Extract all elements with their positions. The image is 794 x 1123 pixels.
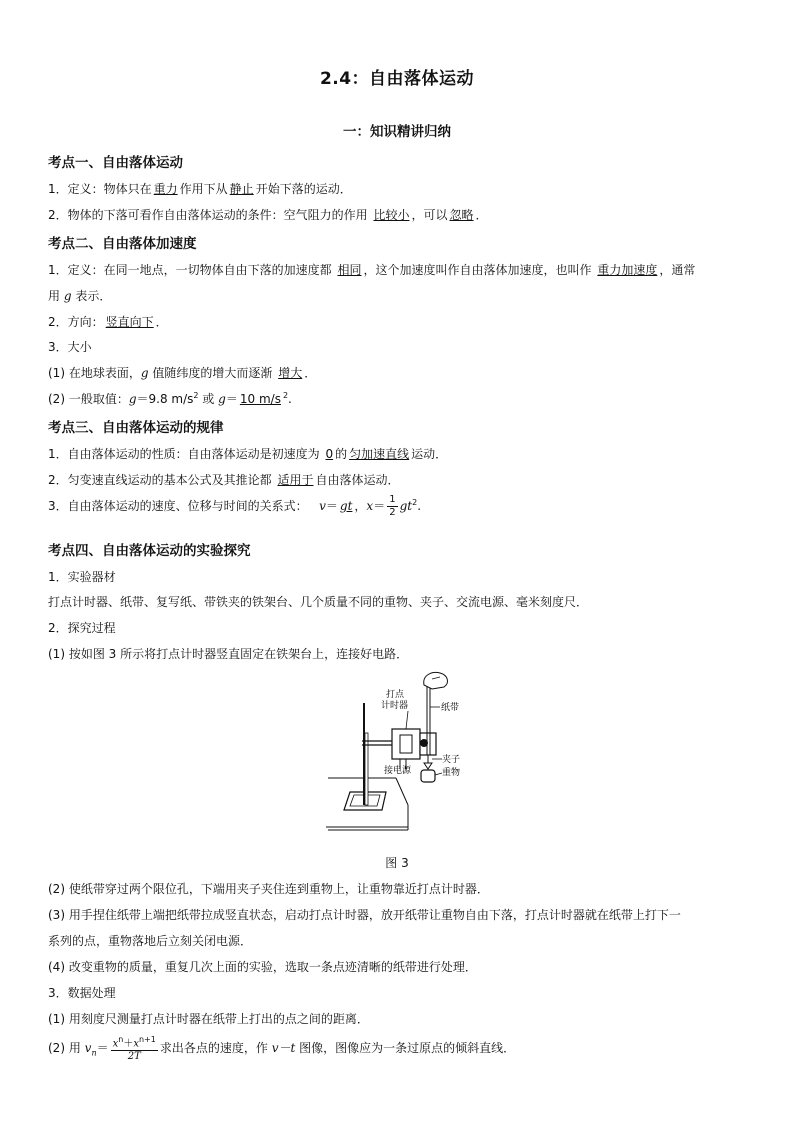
s1-line2: 2．物体的下落可看作自由落体运动的条件：空气阻力的作用 比较小 ，可以 忽略 ． bbox=[48, 208, 488, 222]
heading-s3: 考点三、自由落体运动的规律 bbox=[48, 420, 224, 436]
heading-s4: 考点四、自由落体运动的实验探究 bbox=[48, 543, 251, 559]
s4-line4: (1) 按如图 3 所示将打点计时器竖直固定在铁架台上，连接好电路． bbox=[48, 647, 409, 661]
label-timer-1: 打点 bbox=[386, 690, 405, 700]
s4-line2: 打点计时器、纸带、复写纸、带铁夹的铁架台、几个质量不同的重物、夹子、交流电源、毫米刻度尺． bbox=[48, 595, 589, 609]
s4-line6b: 系列的点，重物落地后立刻关闭电源． bbox=[48, 934, 253, 948]
s2-line1b: 用 g 表示． bbox=[48, 289, 112, 303]
s4-line1: 1．实验器材 bbox=[48, 570, 116, 584]
page-title: 2.4：自由落体运动 bbox=[319, 69, 475, 89]
s2-line4: (1) 在地球表面，g 值随纬度的增大而逐渐 增大 ． bbox=[48, 366, 317, 380]
s4-line10: (2) 用 $v_n=$ $\frac{x^n+x^{n+1}}{2T}$ 求出各点的速度，作 v－t 图像，图像应为一条过原点的倾斜直线． bbox=[48, 1035, 516, 1063]
heading-s1: 考点一、自由落体运动 bbox=[48, 155, 183, 171]
section-subtitle: 一：知识精讲归纳 bbox=[343, 124, 451, 140]
s2-line5: (2) 一般取值：g＝9.8 $m/s^2$ 或 g＝ 10 m/s $^2$. bbox=[48, 391, 292, 406]
s2-line1: 1．定义：在同一地点，一切物体自由下落的加速度都 相同 ，这个加速度叫作自由落体加速度，也叫作 重力加速度 ，通常 bbox=[48, 263, 696, 277]
fraction-half: $\frac{1}{2}$ bbox=[389, 494, 396, 518]
s4-line6: (3) 用手捏住纸带上端把纸带拉成竖直状态，启动打点计时器，放开纸带让重物自由下落，打点计时器就在纸带上打下一 bbox=[48, 908, 681, 922]
s3-line1: 1．自由落体运动的性质：自由落体运动是初速度为 0 的 匀加速直线 运动． bbox=[48, 447, 448, 461]
s4-line8: 3．数据处理 bbox=[48, 986, 116, 1000]
heading-s2: 考点二、自由落体加速度 bbox=[48, 236, 197, 252]
s4-line7: (4) 改变重物的质量，重复几次上面的实验，选取一条点迹清晰的纸带进行处理． bbox=[48, 960, 477, 974]
s4-line3: 2．探究过程 bbox=[48, 621, 116, 635]
figure-caption: 图 3 bbox=[385, 856, 409, 870]
s3-line3: 3．自由落体运动的速度、位移与时间的关系式： v＝ gt ，x＝ $\frac{1}{2}$ $gt^2$. bbox=[48, 494, 422, 518]
experiment-figure bbox=[320, 665, 470, 850]
s4-line5: (2) 使纸带穿过两个限位孔，下端用夹子夹住连到重物上，让重物靠近打点计时器． bbox=[48, 882, 489, 896]
label-tape: 纸带 bbox=[441, 703, 460, 713]
s3-line2: 2．匀变速直线运动的基本公式及其推论都 适用于 自由落体运动． bbox=[48, 473, 400, 487]
s2-line2: 2．方向： 竖直向下 ． bbox=[48, 315, 168, 329]
s2-line3: 3．大小 bbox=[48, 340, 92, 354]
s1-line1: 1．定义：物体只在 重力 作用下从 静止 开始下落的运动． bbox=[48, 182, 352, 196]
s4-line9: (1) 用刻度尺测量打点计时器在纸带上打出的点之间的距离． bbox=[48, 1012, 369, 1026]
label-clip: 夹子 bbox=[442, 755, 461, 765]
label-weight: 重物 bbox=[442, 768, 461, 778]
label-timer-2: 计时器 bbox=[381, 701, 409, 711]
label-power: 接电源 bbox=[384, 766, 412, 776]
fraction-velocity: $\frac{x^n+x^{n+1}}{2T}$ bbox=[112, 1035, 156, 1063]
